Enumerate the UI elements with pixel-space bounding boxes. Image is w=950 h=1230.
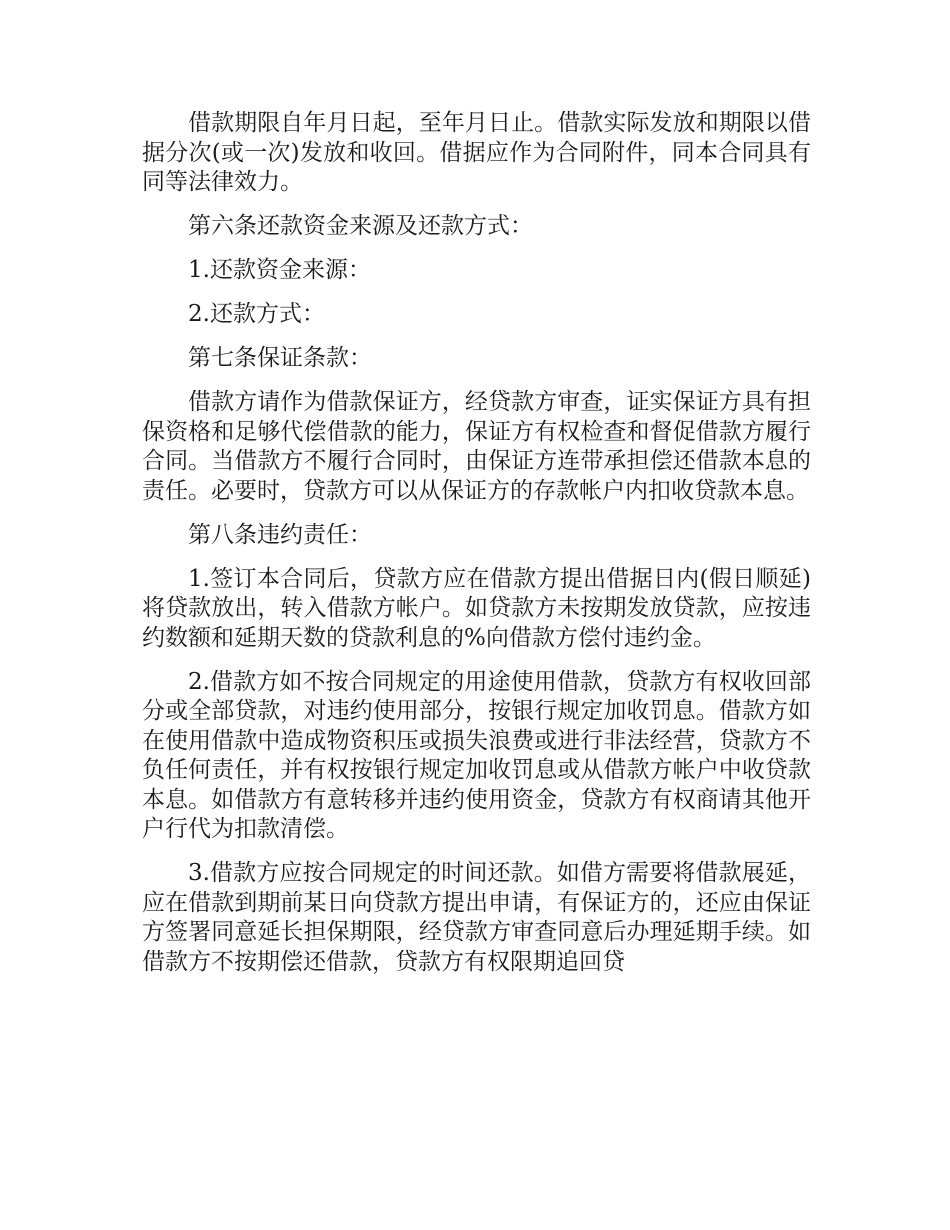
heading-article-8: 第八条违约责任： [188,521,372,548]
list-item-liability-2: 2.借款方如不按合同规定的用途使用借款，贷款方有权收回部分或全部贷款，对违约使用部分，按银行规定加收罚息。借款方如在使用借款中造成物资积压或损失浪费或进行非法经营，贷款方不负任何责任，并有权按银行规定加收罚息或从借款方帐户中收贷款本息。如借款方有意转移并违约使用资金，贷款方有权商请其他开户行代为扣款清偿。 [142,668,811,842]
heading-article-7: 第七条保证条款： [188,345,372,371]
paragraph-guarantee-clause: 借款方请作为借款保证方，经贷款方审查，证实保证方具有担保资格和足够代偿借款的能力，保证方有权检查和督促借款方履行合同。当借款方不履行合同时，由保证方连带承担偿还借款本息的责任。必要时，贷款方可以从保证方的存款帐户内扣收贷款本息。 [142,389,811,504]
paragraph-loan-term: 借款期限自年月日起，至年月日止。借款实际发放和期限以借据分次(或一次)发放和收回。借据应作为合同附件，同本合同具有同等法律效力。 [142,110,811,195]
list-item-repayment-source: 1.还款资金来源： [188,257,371,283]
list-item-liability-1: 1.签订本合同后，贷款方应在借款方提出借据日内(假日顺延)将贷款放出，转入借款方帐户。如贷款方未按期发放贷款，应按违约数额和延期天数的贷款利息的%向借款方偿付违约金。 [142,565,811,651]
heading-article-6: 第六条还款资金来源及还款方式： [188,213,533,239]
list-item-liability-3: 3.借款方应按合同规定的时间还款。如借方需要将借款展延，应在借款到期前某日向贷款方提出申请，有保证方的，还应由保证方签署同意延长担保期限，经贷款方审查同意后办理延期手续。如借款方不按期偿还借款，贷款方有权限期追回贷 [142,860,811,975]
document-body [142,109,811,992]
list-item-repayment-method: 2.还款方式： [188,301,325,327]
